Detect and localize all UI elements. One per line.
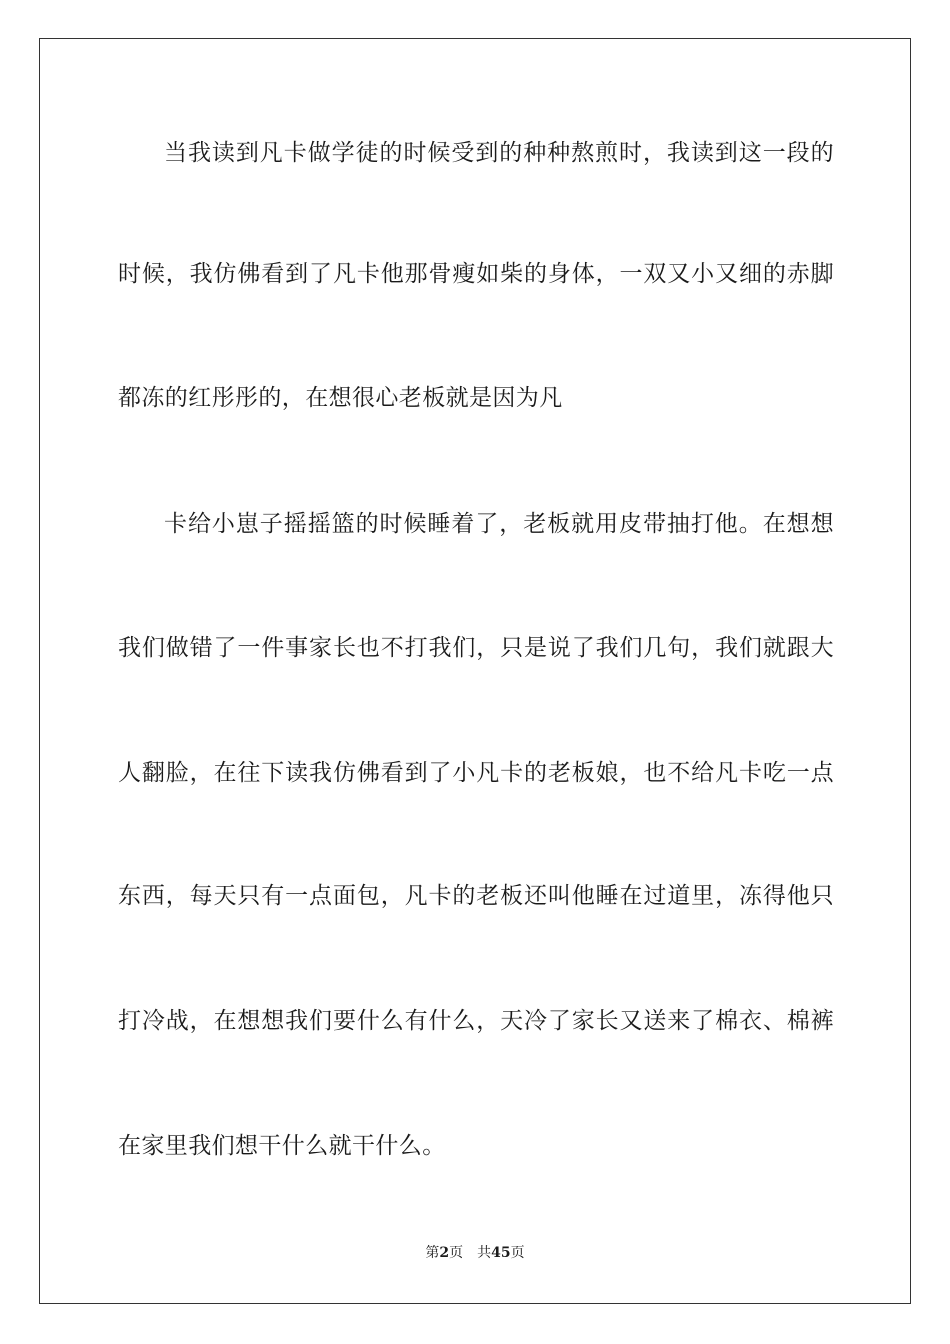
- page-number-suffix: 页: [449, 1245, 464, 1261]
- paragraph-line: 东西，每天只有一点面包，凡卡的老板还叫他睡在过道里，冻得他只: [118, 883, 834, 909]
- paragraph-line: 当我读到凡卡做学徒的时候受到的种种熬煎时，我读到这一段的: [164, 140, 834, 166]
- page-number: 2: [439, 1245, 450, 1261]
- paragraph-line: 时候，我仿佛看到了凡卡他那骨瘦如柴的身体，一双又小又细的赤脚: [118, 261, 834, 287]
- paragraph-line: 在家里我们想干什么就干什么。: [118, 1133, 446, 1159]
- total-pages-suffix: 页: [510, 1245, 525, 1261]
- page-number-prefix: 第: [425, 1245, 440, 1261]
- total-pages-prefix: 共: [477, 1245, 492, 1261]
- page-footer: [0, 1244, 950, 1262]
- paragraph-line: 人翻脸，在往下读我仿佛看到了小凡卡的老板娘，也不给凡卡吃一点: [118, 760, 834, 786]
- paragraph-line: 卡给小崽子摇摇篮的时候睡着了，老板就用皮带抽打他。在想想: [164, 511, 834, 537]
- paragraph-line: 都冻的红彤彤的，在想很心老板就是因为凡: [118, 385, 563, 411]
- page-border: [39, 38, 911, 1304]
- total-pages: 45: [491, 1245, 511, 1261]
- paragraph-line: 打冷战，在想想我们要什么有什么，天冷了家长又送来了棉衣、棉裤: [118, 1008, 834, 1034]
- paragraph-line: 我们做错了一件事家长也不打我们，只是说了我们几句，我们就跟大: [118, 635, 834, 661]
